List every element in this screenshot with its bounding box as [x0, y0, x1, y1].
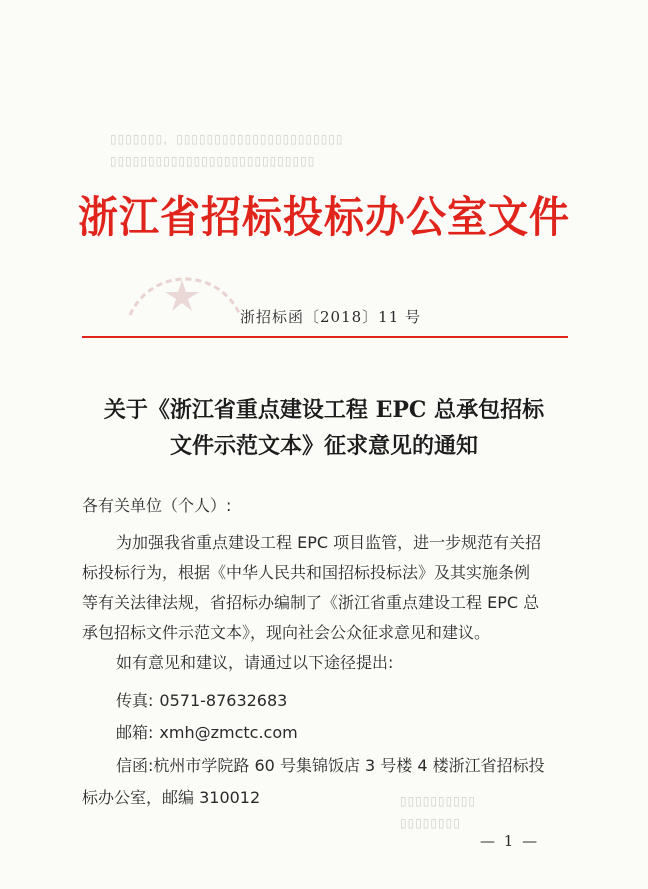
body-line: 承包招标文件示范文本》，现向社会公众征求意见和建议。	[82, 623, 491, 642]
bleed-through-text-footer: ▯▯▯▯▯▯▯▯▯▯ ▯▯▯▯▯▯▯▯	[400, 794, 477, 830]
fax-value: 0571-87632683	[159, 691, 288, 710]
body-line-request: 如有意见和建议，请通过以下途径提出:	[116, 653, 394, 672]
faded-seal-stamp	[120, 235, 250, 340]
contact-letter	[116, 754, 596, 778]
page-number: — 1 —	[480, 832, 540, 850]
body-line: 为加强我省重点建设工程 EPC 项目监管，进一步规范有关招	[116, 533, 542, 552]
header-divider	[82, 336, 568, 338]
notice-title-line-1: 关于《浙江省重点建设工程 EPC 总承包招标	[103, 397, 545, 423]
letter-value-line-1: 杭州市学院路 60 号集锦饭店 3 号楼 4 楼浙江省招标投	[153, 756, 545, 775]
email-label: 邮箱:	[116, 723, 154, 742]
fax-label: 传真:	[116, 691, 154, 710]
contact-fax	[116, 689, 596, 713]
bleed-through-text: ▯▯▯▯▯▯▯，▯▯▯▯▯▯▯▯▯▯▯▯▯▯▯▯▯▯▯▯▯▯ ▯▯▯▯▯▯▯▯▯▯▯▯▯▯▯▯▯▯▯▯▯▯▯▯▯▯▯	[110, 132, 344, 168]
body-line: 标投标行为，根据《中华人民共和国招标投标法》及其实施条例	[82, 563, 531, 582]
body-line: 等有关法律法规，省招标办编制了《浙江省重点建设工程 EPC 总	[82, 593, 540, 612]
contact-letter-continued	[82, 786, 562, 810]
body-paragraph	[82, 528, 582, 678]
letter-label: 信函:	[116, 756, 154, 775]
letter-value-line-2: 标办公室，邮编 310012	[82, 788, 261, 807]
notice-title-line-2: 文件示范文本》征求意见的通知	[169, 433, 478, 459]
email-value: xmh@zmctc.com	[159, 723, 298, 742]
document-number: 浙招标函〔2018〕11 号	[240, 308, 422, 326]
salutation: 各有关单位（个人）:	[82, 496, 232, 515]
notice-title	[70, 392, 578, 464]
document-header-title: 浙江省招标投标办公室文件	[78, 192, 570, 243]
contact-email	[116, 721, 596, 745]
